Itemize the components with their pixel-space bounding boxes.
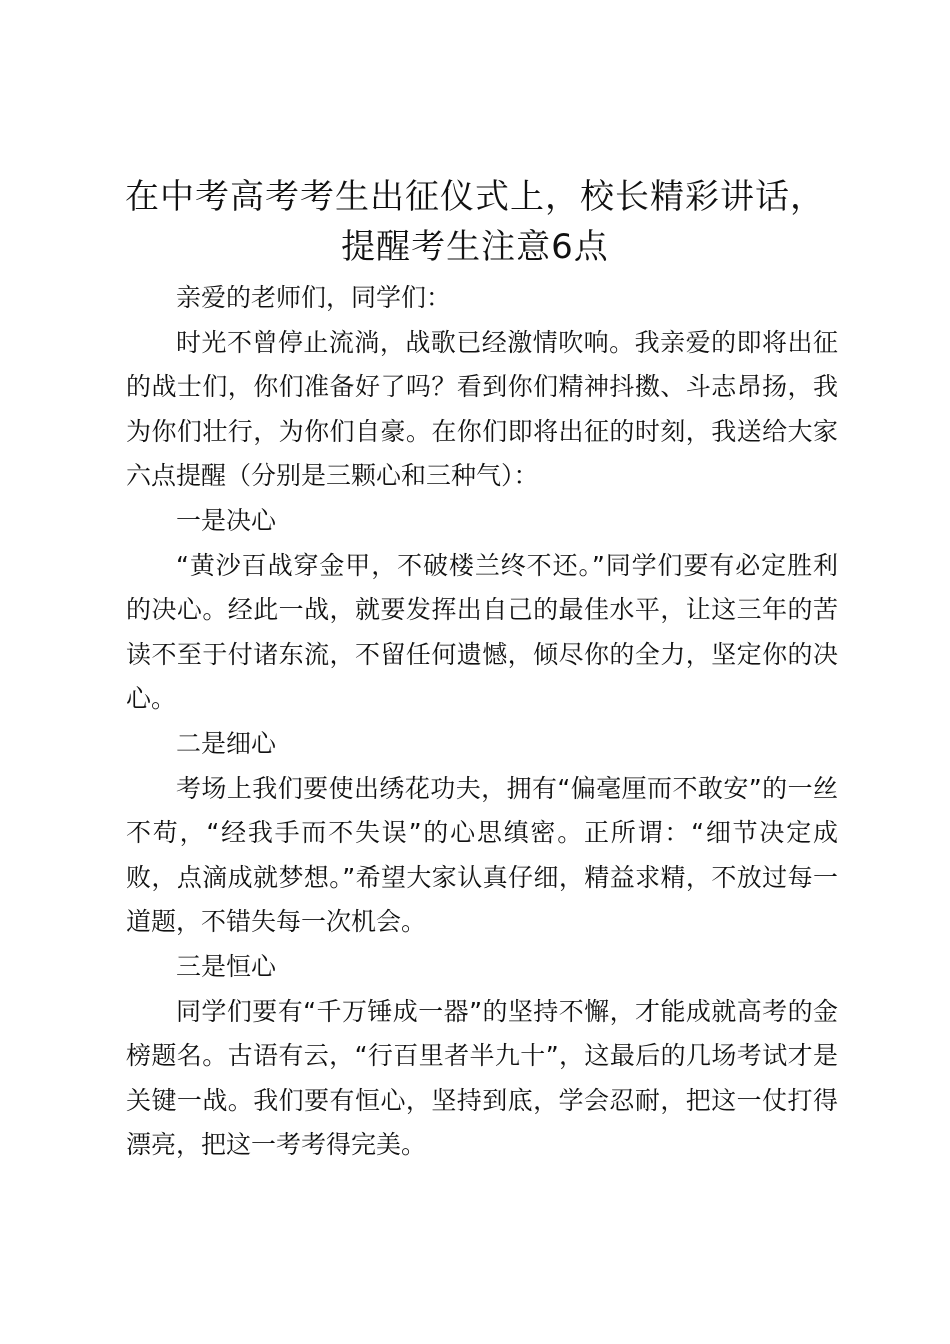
section-text-perseverance: 同学们要有“千万锤成一器”的坚持不懈，才能成就高考的金榜题名。古语有云，“行百里者半九十”，这最后的几场考试才是关键一战。我们要有恒心，坚持到底，学会忍耐，把这一仗打得漂亮，把这一考考得完美。 xyxy=(126,996,838,1160)
section-heading-perseverance: 三是恒心 xyxy=(176,951,277,981)
salutation: 亲爱的老师们，同学们： xyxy=(176,283,452,312)
section-text-determination: “黄沙百战穿金甲，不破楼兰终不还。”同学们要有必定胜利的决心。经此一战，就要发挥出自己的最佳水平，让这三年的苦读不至于付诸东流，不留任何遗憾，倾尽你的全力，坚定你的决心。 xyxy=(126,550,838,714)
section-heading-determination: 一是决心 xyxy=(176,505,277,535)
title-line-2: 提醒考生注意6点 xyxy=(341,227,609,267)
title-line-1: 在中考高考考生出征仪式上，校长精彩讲话， xyxy=(125,177,825,217)
section-heading-carefulness: 二是细心 xyxy=(176,728,277,758)
document-body xyxy=(126,276,838,1168)
section-text-carefulness: 考场上我们要使出绣花功夫，拥有“偏毫厘而不敢安”的一丝不苟，“经我手而不失误”的心思缜密。正所谓：“细节决定成败，点滴成就梦想。”希望大家认真仔细，精益求精，不放过每一道题，不错失每一次机会。 xyxy=(126,773,838,937)
intro-paragraph: 时光不曾停止流淌，战歌已经激情吹响。我亲爱的即将出征的战士们，你们准备好了吗？看到你们精神抖擞、斗志昂扬，我为你们壮行，为你们自豪。在你们即将出征的时刻，我送给大家六点提醒（分别是三颗心和三种气）： xyxy=(126,327,838,491)
document-title xyxy=(110,172,840,272)
